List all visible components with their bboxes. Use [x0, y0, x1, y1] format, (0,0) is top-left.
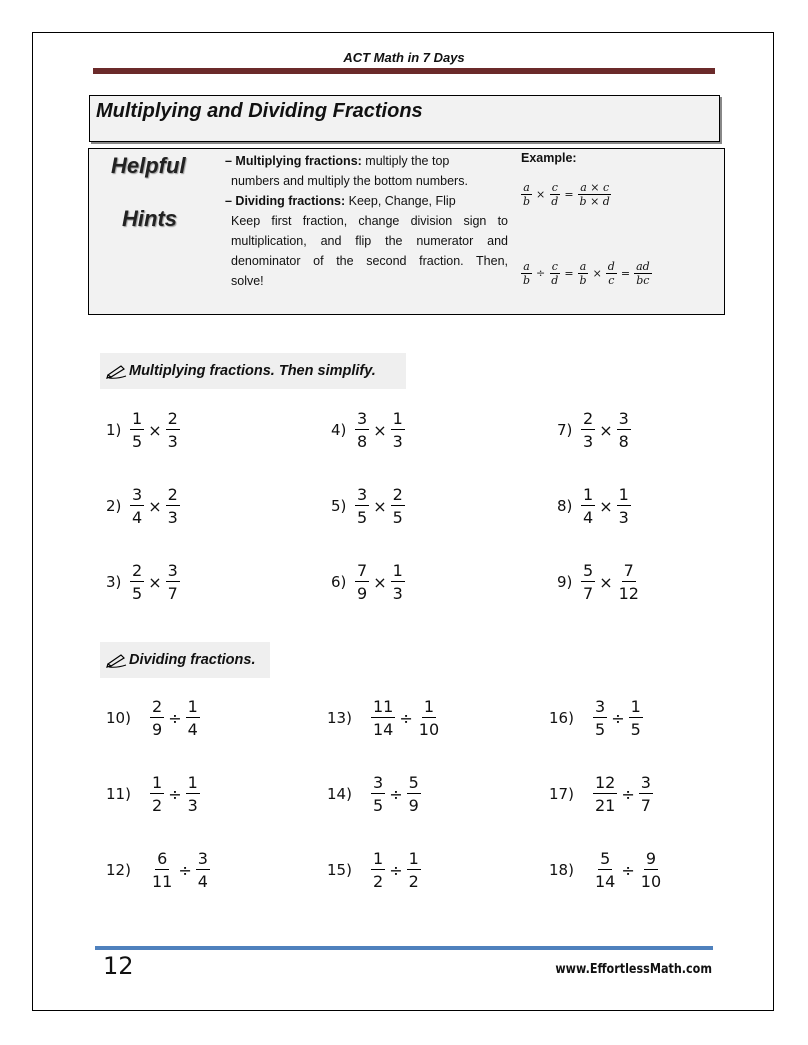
problem-item: [331, 561, 405, 603]
fraction: $\frac{2}{5}$: [392, 485, 403, 527]
problem-item: [106, 697, 200, 739]
fraction: $\frac{1}{10}$: [418, 697, 440, 739]
fraction: $\frac{1}{5}$: [630, 697, 641, 739]
fraction: $\frac{11}{14}$: [373, 697, 394, 739]
problem-item: [106, 561, 180, 603]
fraction: $\frac{1}{3}$: [618, 485, 629, 527]
title-box: [89, 95, 720, 142]
problem-number: 2): [106, 497, 122, 515]
problem-number: 4): [331, 421, 347, 439]
problem-item: [549, 849, 663, 891]
operator: ×: [148, 496, 162, 516]
fraction: $\frac{1}{2}$: [408, 849, 419, 891]
operator: ÷: [168, 784, 182, 804]
operator: ÷: [621, 860, 635, 880]
hint-line-5: multiplication, and flip the numerator and: [231, 234, 508, 248]
problem-number: 9): [557, 573, 573, 591]
problem-number: 10): [106, 709, 131, 727]
problem-number: 6): [331, 573, 347, 591]
problem-item: [327, 849, 421, 891]
fraction: $\frac{2}{3}$: [583, 409, 594, 451]
problem-item: [557, 561, 641, 603]
problem-number: 13): [327, 709, 352, 727]
fraction: $\frac{2}{5}$: [132, 561, 143, 603]
problem-number: 12): [106, 861, 131, 879]
fraction: $\frac{3}{8}$: [357, 409, 368, 451]
operator: ×: [373, 572, 387, 592]
page-title: Multiplying and Dividing Fractions: [96, 100, 423, 122]
fraction: $\frac{5}{14}$: [595, 849, 616, 891]
fraction: $\frac{1}{4}$: [187, 697, 198, 739]
operator: ÷: [168, 708, 182, 728]
fraction: $\frac{7}{12}$: [618, 561, 639, 603]
operator: ÷: [399, 708, 413, 728]
problem-number: 14): [327, 785, 352, 803]
fraction: $\frac{1}{2}$: [152, 773, 163, 815]
hints-word-helpful: Helpful: [111, 153, 186, 178]
section-banner-multiplying: [100, 353, 406, 389]
operator: ÷: [389, 784, 403, 804]
fraction: $\frac{1}{3}$: [392, 561, 403, 603]
fraction: $\frac{6}{11}$: [152, 849, 173, 891]
hint-line-4: Keep first fraction, change division sign to: [231, 214, 508, 228]
fraction: $\frac{3}{5}$: [373, 773, 384, 815]
problem-item: [327, 697, 441, 739]
fraction: $\frac{2}{3}$: [167, 485, 178, 527]
fraction: $\frac{1}{3}$: [392, 409, 403, 451]
running-header: ACT Math in 7 Days: [343, 50, 465, 65]
example-label: Example:: [521, 151, 577, 165]
problem-number: 18): [549, 861, 574, 879]
problem-number: 3): [106, 573, 122, 591]
operator: ×: [148, 572, 162, 592]
problem-number: 16): [549, 709, 574, 727]
problem-number: 7): [557, 421, 573, 439]
problem-item: [106, 409, 180, 451]
website-url: www.EffortlessMath.com: [555, 962, 712, 977]
fraction: $\frac{1}{2}$: [373, 849, 384, 891]
operator: ×: [373, 420, 387, 440]
problem-number: 1): [106, 421, 122, 439]
operator: ×: [599, 420, 613, 440]
fraction: $\frac{5}{9}$: [408, 773, 419, 815]
problem-item: [106, 773, 200, 815]
problem-item: [331, 485, 405, 527]
problem-number: 8): [557, 497, 573, 515]
fraction: $\frac{12}{21}$: [595, 773, 616, 815]
fraction: $\frac{1}{5}$: [132, 409, 143, 451]
fraction: $\frac{3}{8}$: [618, 409, 629, 451]
fraction: $\frac{2}{9}$: [152, 697, 163, 739]
hint-line-3: – Dividing fractions: Keep, Change, Flip: [225, 194, 456, 208]
fraction: $\frac{3}{4}$: [132, 485, 143, 527]
problem-item: [557, 409, 631, 451]
fraction: $\frac{5}{7}$: [583, 561, 594, 603]
pencil-icon: [106, 363, 128, 379]
problem-number: 5): [331, 497, 347, 515]
operator: ÷: [389, 860, 403, 880]
fraction: $\frac{3}{5}$: [357, 485, 368, 527]
problem-item: [106, 485, 180, 527]
problem-item: [106, 849, 210, 891]
fraction: $\frac{3}{5}$: [595, 697, 606, 739]
operator: ÷: [178, 860, 192, 880]
hint-line-6: denominator of the second fraction. Then,: [231, 254, 508, 268]
operator: ×: [373, 496, 387, 516]
hints-word-hints: Hints: [122, 206, 177, 231]
fraction: $\frac{7}{9}$: [357, 561, 368, 603]
problem-item: [557, 485, 631, 527]
pencil-icon: [106, 652, 128, 668]
operator: ×: [599, 572, 613, 592]
operator: ÷: [611, 708, 625, 728]
operator: ×: [148, 420, 162, 440]
hint-line-1: – Multiplying fractions: multiply the top: [225, 154, 450, 168]
problem-item: [549, 697, 643, 739]
problem-item: [327, 773, 421, 815]
example-formula-divide: $\frac{a}{b}$ ÷ $\frac{c}{d}$ = $\frac{a}{b}$ × $\frac{d}{c}$ = $\frac{ad}{bc}$: [523, 260, 650, 287]
section-title-dividing: Dividing fractions.: [129, 652, 256, 668]
problem-item: [331, 409, 405, 451]
header-rule: [93, 68, 715, 74]
hint-line-7: solve!: [231, 274, 264, 288]
fraction: $\frac{3}{7}$: [640, 773, 651, 815]
fraction: $\frac{1}{3}$: [187, 773, 198, 815]
fraction: $\frac{9}{10}$: [640, 849, 662, 891]
problem-number: 11): [106, 785, 131, 803]
example-formula-multiply: $\frac{a}{b}$ × $\frac{c}{d}$ = $\frac{a \times c}{b \times d}$: [523, 181, 610, 208]
fraction: $\frac{2}{3}$: [167, 409, 178, 451]
operator: ×: [599, 496, 613, 516]
problem-number: 15): [327, 861, 352, 879]
page-number: 12: [103, 952, 134, 980]
fraction: $\frac{3}{4}$: [197, 849, 208, 891]
fraction: $\frac{1}{4}$: [583, 485, 594, 527]
problem-item: [549, 773, 653, 815]
hint-text: [225, 151, 508, 291]
hints-box: [88, 148, 725, 315]
section-title-multiplying: Multiplying fractions. Then simplify.: [129, 363, 376, 379]
operator: ÷: [621, 784, 635, 804]
footer-rule: [95, 946, 713, 950]
fraction: $\frac{3}{7}$: [167, 561, 178, 603]
section-banner-dividing: [100, 642, 270, 678]
problem-number: 17): [549, 785, 574, 803]
hint-line-2: numbers and multiply the bottom numbers.: [231, 174, 468, 188]
